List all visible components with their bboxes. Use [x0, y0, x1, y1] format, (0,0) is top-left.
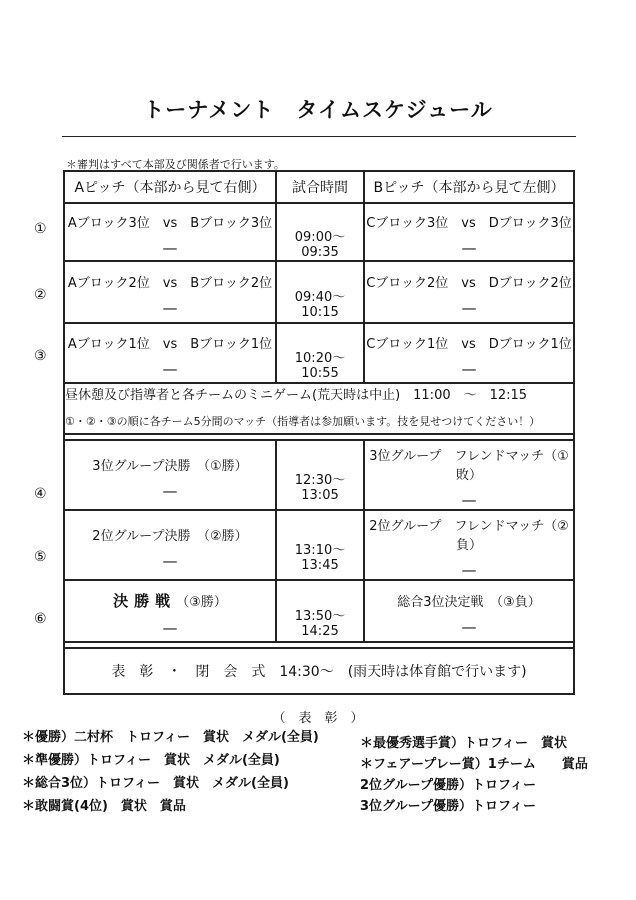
- table-row: [64, 580, 574, 642]
- schedule-table: [63, 170, 575, 695]
- match-a-1: Aブロック3位 vs Bブロック3位 —: [64, 203, 276, 261]
- time-2: 09:40〜10:15: [276, 261, 364, 323]
- list-item: 2位グループ優勝）トロフィー: [360, 778, 536, 793]
- round-number-4: ④: [34, 486, 47, 502]
- table-row: [64, 203, 574, 261]
- match-b-2: Cブロック2位 vs Dブロック2位 —: [364, 261, 574, 323]
- lunch-cell: [64, 383, 574, 434]
- match-a-2: Aブロック2位 vs Bブロック2位 —: [64, 261, 276, 323]
- time-6: 13:50〜14:25: [276, 580, 364, 642]
- match-a-4: 3位グループ決勝 （①勝） —: [64, 440, 276, 510]
- header-time: 試合時間: [276, 171, 364, 203]
- list-item: ＊敢闘賞(4位) 賞状 賞品: [22, 799, 186, 814]
- awards-title: （ 表 彰 ）: [272, 711, 364, 726]
- round-number-2: ②: [34, 287, 47, 303]
- lunch-row: [64, 383, 574, 434]
- match-b-1: Cブロック3位 vs Dブロック3位 —: [364, 203, 574, 261]
- round-number-1: ①: [34, 221, 47, 237]
- header-b-pitch: Bピッチ（本部から見て左側）: [364, 171, 574, 203]
- awards-left-list: [22, 726, 319, 818]
- list-item: ＊準優勝）トロフィー 賞状 メダル(全員): [22, 753, 280, 768]
- list-item: ＊最優秀選手賞）トロフィー 賞状: [360, 736, 567, 751]
- match-b-3: Cブロック1位 vs Dブロック1位 —: [364, 323, 574, 383]
- match-b-5: 2位グループ フレンドマッチ（②負） —: [364, 510, 574, 580]
- time-3: 10:20〜10:55: [276, 323, 364, 383]
- final-label: 決勝戦: [113, 591, 177, 610]
- ceremony-row: [64, 648, 574, 694]
- lunch-line-1: 昼休憩及び指導者と各チームのミニゲーム(荒天時は中止) 11:00 〜 12:15: [65, 388, 528, 403]
- time-5: 13:10〜13:45: [276, 510, 364, 580]
- match-a-3: Aブロック1位 vs Bブロック1位 —: [64, 323, 276, 383]
- match-b-6: 総合3位決定戦 （③負） —: [364, 580, 574, 642]
- list-item: ＊フェアープレー賞）1チーム 賞品: [360, 757, 588, 772]
- round-number-5: ⑤: [34, 549, 47, 565]
- lunch-line-2: ①・②・③の順に各チーム5分間のマッチ（指導者は参加願います。技を見せつけてください！）: [65, 415, 541, 428]
- match-a-6: 決勝戦（③勝） —: [64, 580, 276, 642]
- round-number-3: ③: [34, 348, 47, 364]
- table-header-row: [64, 171, 574, 203]
- header-a-pitch: Aピッチ（本部から見て右側）: [64, 171, 276, 203]
- match-b-4: 3位グループ フレンドマッチ（①敗） —: [364, 440, 574, 510]
- title-underline: [62, 136, 576, 137]
- table-row: [64, 510, 574, 580]
- time-4: 12:30〜13:05: [276, 440, 364, 510]
- awards-right-list: [360, 733, 588, 817]
- time-1: 09:00〜09:35: [276, 203, 364, 261]
- table-row: [64, 323, 574, 383]
- page-title: トーナメント タイムスケジュール: [143, 98, 493, 122]
- list-item: ＊優勝）二村杯 トロフィー 賞状 メダル(全員): [22, 730, 319, 745]
- match-a-5: 2位グループ決勝 （②勝） —: [64, 510, 276, 580]
- table-row: [64, 261, 574, 323]
- ceremony-cell: 表 彰 ・ 閉 会 式 14:30〜 (雨天時は体育館で行います): [64, 648, 574, 694]
- table-row: [64, 440, 574, 510]
- list-item: ＊総合3位）トロフィー 賞状 メダル(全員): [22, 776, 289, 791]
- list-item: 3位グループ優勝）トロフィー: [360, 799, 536, 814]
- round-number-6: ⑥: [34, 611, 47, 627]
- referee-note: ＊審判はすべて本部及び関係者で行います。: [66, 158, 285, 171]
